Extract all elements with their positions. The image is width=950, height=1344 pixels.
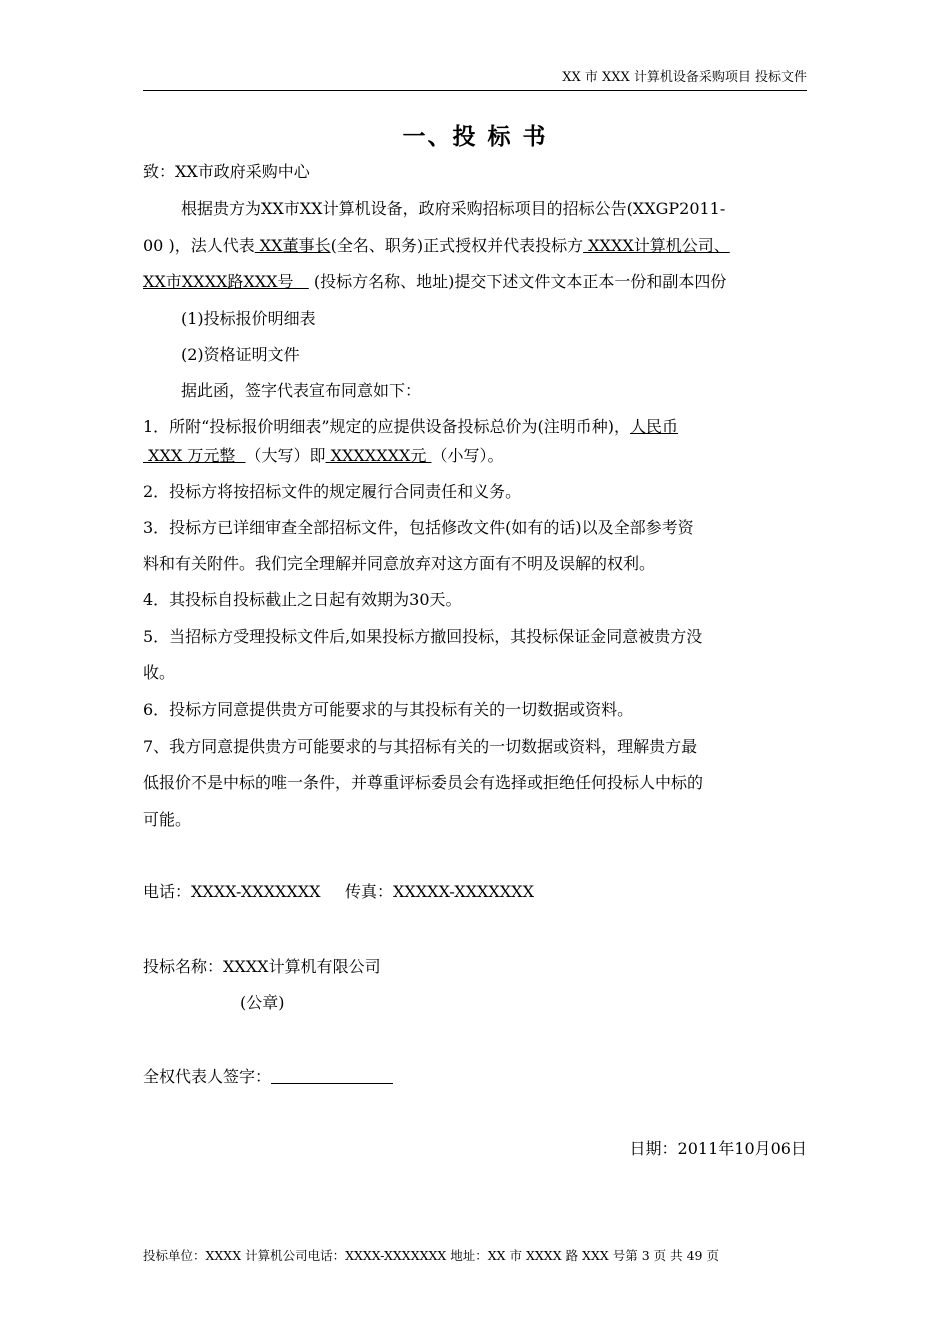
intro-line-3 (143, 272, 726, 292)
clause-1-text: 1．所附“投标报价明细表”规定的应提供设备投标总价为(注明币种)， (143, 417, 631, 436)
declaration-intro: 据此函，签字代表宣布同意如下： (181, 381, 422, 400)
intro-line-1: 根据贵方为XX市XX计算机设备，政府采购招标项目的招标公告(XXGP2011- (181, 199, 726, 218)
clause-3-line-2: 料和有关附件。我们完全理解并同意放弃对这方面有不明及误解的权利。 (143, 554, 656, 573)
clause-6: 6．投标方同意提供贵方可能要求的与其投标有关的一切数据或资料。 (143, 700, 634, 719)
page-footer: 投标单位：XXXX 计算机公司电话：XXXX-XXXXXXX 地址：XX 市 XXXX 路 XXX 号第 3 页 共 49 页 (143, 1248, 719, 1263)
fax-number: 传真：XXXXX-XXXXXXX (345, 882, 534, 901)
clause-5-line-2: 收。 (143, 663, 176, 682)
amount-words-field: XXX 万元整 (143, 446, 246, 465)
legal-rep-field: XX董事长 (254, 236, 331, 255)
clause-1-text-c: （小写）。 (431, 446, 504, 465)
intro-text-b: (全名、职务)正式授权并代表投标方 (330, 236, 584, 255)
clause-1-line-2 (143, 446, 503, 466)
bidder-address-field: XX市XXXX路XXX号 (143, 272, 309, 291)
intro-text-c: (投标方名称、地址)提交下述文件文本正本一份和副本四份 (308, 272, 727, 291)
date-line: 日期：2011年10月06日 (629, 1139, 807, 1158)
doc-item-1: (1)投标报价明细表 (181, 309, 316, 328)
clause-7-line-3: 可能。 (143, 810, 192, 829)
seal-label: (公章) (240, 993, 285, 1012)
clause-5-line-1: 5．当招标方受理投标文件后,如果投标方撤回投标，其投标保证金同意被贵方没 (143, 627, 703, 646)
clause-7-line-1: 7、我方同意提供贵方可能要求的与其招标有关的一切数据或资料，理解贵方最 (143, 737, 698, 756)
amount-figures-field: XXXXXXX元 (325, 446, 432, 465)
clause-2: 2．投标方将按招标文件的规定履行合同责任和义务。 (143, 482, 522, 501)
intro-text-a: 00 )，法人代表 (143, 236, 255, 255)
addressee-line: 致：XX市政府采购中心 (143, 162, 310, 181)
clause-1-text-b: （大写）即 (245, 446, 326, 465)
clause-3-line-1: 3．投标方已详细审查全部招标文件，包括修改文件(如有的话)以及全部参考资 (143, 518, 694, 537)
signature-row (143, 1067, 393, 1087)
clause-4: 4．其投标自投标截止之日起有效期为30天。 (143, 590, 462, 609)
currency-field: 人民币 (630, 417, 679, 436)
bidder-name: 投标名称：XXXX计算机有限公司 (143, 957, 381, 976)
clause-1-line-1 (143, 417, 678, 437)
bidder-name-field: XXXX计算机公司、 (583, 236, 730, 255)
clause-7-line-2: 低报价不是中标的唯一条件，并尊重评标委员会有选择或拒绝任何投标人中标的 (143, 773, 704, 792)
page-title: 一、投 标 书 (402, 124, 548, 150)
page-header: XX 市 XXX 计算机设备采购项目 投标文件 (143, 66, 807, 91)
phone-number: 电话：XXXX-XXXXXXX (143, 882, 321, 901)
signature-label: 全权代表人签字： (143, 1067, 272, 1086)
doc-item-2: (2)资格证明文件 (181, 345, 300, 364)
intro-line-2 (143, 236, 730, 256)
signature-field[interactable] (271, 1067, 393, 1084)
